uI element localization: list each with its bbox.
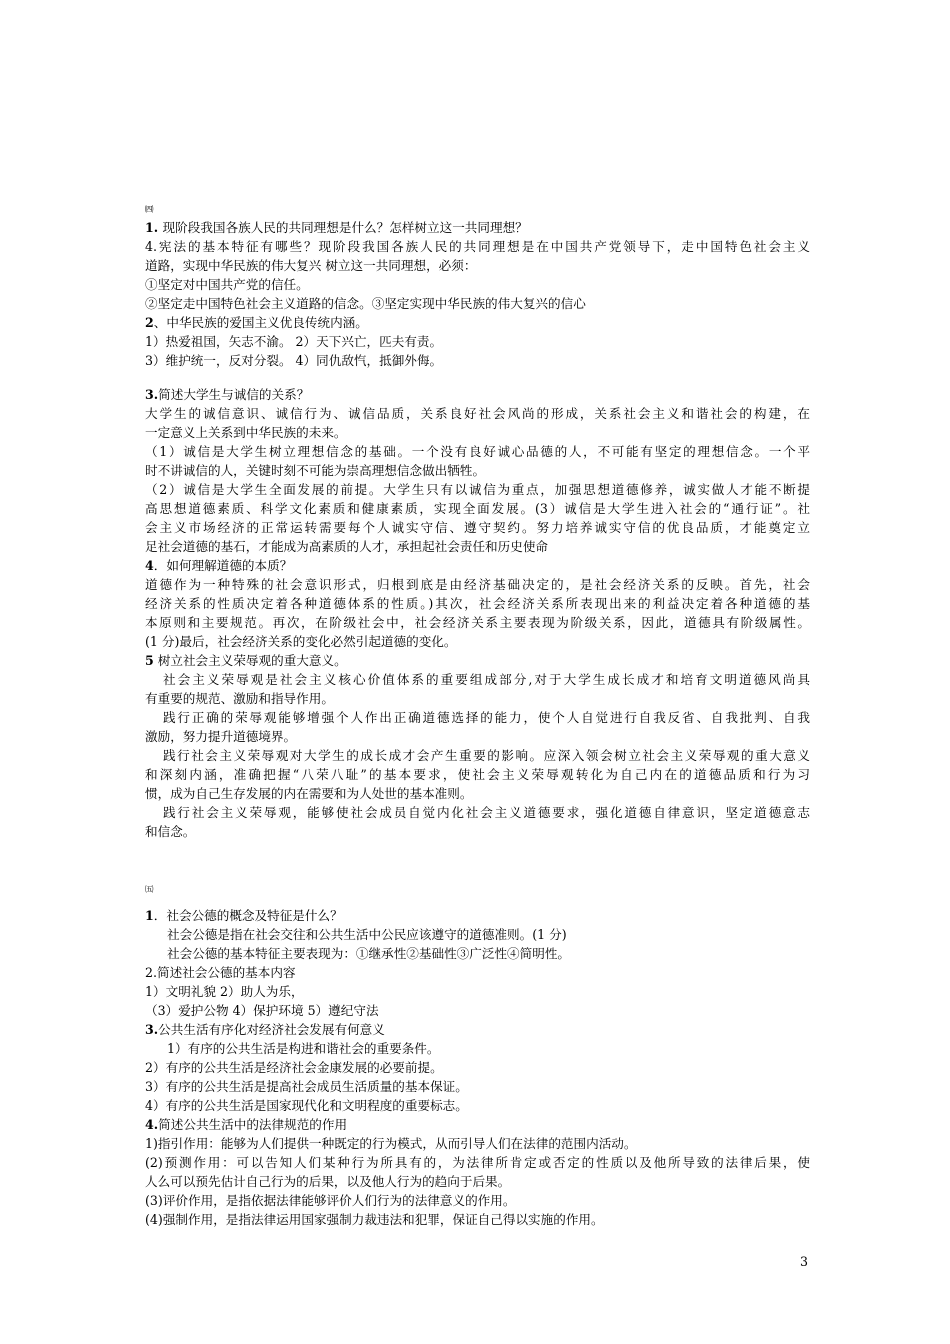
question-text: 简述大学生与诚信的关系？ [158, 387, 310, 402]
answer-line: 有重要的规范、激励和指导作用。 [145, 691, 334, 706]
question-heading [145, 1115, 810, 1134]
answer-line: 1）热爱祖国，矢志不渝。 2）天下兴亡，匹夫有责。 [145, 334, 443, 349]
question-text: 、中华民族的爱国主义优良传统内涵。 [153, 315, 368, 330]
answer-line: 道德作为一种特殊的社会意识形式，归根到底是由经济基础决定的，是社会经济关系的反映。首先，社会 [145, 577, 810, 592]
question-heading [145, 385, 810, 404]
question-number: 1. [145, 220, 163, 235]
question-number: 2 [145, 315, 154, 330]
answer-line: 3）有序的公共生活是提高社会成员生活质量的基本保证。 [145, 1079, 468, 1094]
answer-line: 大学生的诚信意识、诚信行为、诚信品质，关系良好社会风尚的形成，关系社会主义和谐社会的构建，在 [145, 406, 810, 421]
answer-line: (3)评价作用，是指依据法律能够评价人们行为的法律意义的作用。 [145, 1193, 516, 1208]
answer-line: 2）有序的公共生活是经济社会金康发展的必要前提。 [145, 1060, 443, 1075]
question-text: ．社会公德的概念及特征是什么？ [153, 908, 343, 923]
question-heading [145, 651, 810, 670]
question-heading: 2.简述社会公德的基本内容 [145, 965, 296, 980]
answer-line: (4)强制作用，是指法律运用国家强制力裁违法和犯罪，保证自己得以实施的作用。 [145, 1212, 604, 1227]
question-number: 4. [145, 1117, 159, 1132]
question-text: 公共生活有序化对经济社会发展有何意义 [158, 1022, 385, 1037]
answer-line: 4.宪法的基本特征有哪些？现阶段我国各族人民的共同理想是在中国共产党领导下，走中国特色社会主义 [145, 239, 810, 254]
answer-line: 4）有序的公共生活是国家现代化和文明程度的重要标志。 [145, 1098, 468, 1113]
answer-line: 高思想道德素质、科学文化素质和健康素质，实现全面发展。(3）诚信是大学生进入社会的“通行证”。社 [145, 501, 810, 516]
question-heading [145, 556, 810, 575]
question-text: ．如何理解道德的本质？ [153, 558, 293, 573]
answer-line: 足社会道德的基石，才能成为高素质的人才，承担起社会责任和历史使命 [145, 539, 548, 554]
answer-line: 和深刻内涵，准确把握“八荣八耻”的基本要求，使社会主义荣辱观转化为自己内在的道德品质和行为习 [145, 767, 810, 782]
section-marker-5: ㈤ [145, 885, 154, 895]
answer-line: 惯，成为自己生存发展的内在需要和为人处世的基本准则。 [145, 786, 473, 801]
answer-line: 一定意义上关系到中华民族的未来。 [145, 425, 347, 440]
question-text: 简述公共生活中的法律规范的作用 [158, 1117, 348, 1132]
answer-line: （2）诚信是大学生全面发展的前提。大学生只有以诚信为重点，加强思想道德修养，诚实做人才能不断提 [145, 482, 810, 497]
answer-line: 和信念。 [145, 824, 196, 839]
question-text: 树立社会主义荣辱观的重大意义。 [153, 653, 347, 668]
answer-line: 社会公德是指在社会交往和公共生活中公民应该遵守的道德准则。(1 分) [167, 927, 567, 942]
answer-line: 社会公德的基本特征主要表现为：①继承性②基础性③广泛性④简明性。 [167, 946, 570, 961]
answer-line: （1）诚信是大学生树立理想信念的基础。一个没有良好诚心品德的人，不可能有坚定的理想信念。一个平 [145, 444, 810, 459]
page-number: 3 [800, 1254, 809, 1269]
answer-line: 1)指引作用：能够为人们提供一种既定的行为模式，从而引导人们在法律的范围内活动。 [145, 1136, 637, 1151]
answer-line: 践行社会主义荣辱观，能够使社会成员自觉内化社会主义道德要求，强化道德自律意识，坚定道德意志 [163, 805, 810, 820]
answer-line: 3）维护统一，反对分裂。 4）同仇敌忾，抵御外侮。 [145, 353, 443, 368]
answer-line: 经济关系的性质决定着各种道德体系的性质。)其次，社会经济关系所表现出来的利益决定着各种道德的基 [145, 596, 810, 611]
question-heading [145, 313, 810, 332]
answer-line: 道路，实现中华民族的伟大复兴 树立这一共同理想，必须： [145, 258, 477, 273]
answer-line: 1）文明礼貌 2）助人为乐， [145, 984, 304, 999]
answer-line: 激励，努力提升道德境界。 [145, 729, 297, 744]
question-heading [145, 906, 810, 925]
question-text: 现阶段我国各族人民的共同理想是什么？怎样树立这一共同理想？ [162, 220, 528, 235]
answer-line: ①坚定对中国共产党的信任。 [145, 277, 309, 292]
question-number: 1 [145, 908, 154, 923]
answer-line: 时不讲诚信的人，关键时刻不可能为崇高理想信念做出牺牲。 [145, 463, 486, 478]
answer-line: （3）爱护公物 4）保护环境 5）遵纪守法 [145, 1003, 379, 1018]
question-number: 5 [145, 653, 154, 668]
section-marker-4: ㈣ [145, 205, 154, 215]
answer-line: 会主义市场经济的正常运转需要每个人诚实守信、遵守契约。努力培养诚实守信的优良品质，才能奠定立 [145, 520, 810, 535]
answer-line: 1）有序的公共生活是构进和谐社会的重要条件。 [167, 1041, 440, 1056]
question-number: 3. [145, 387, 159, 402]
answer-line: 社会主义荣辱观是社会主义核心价值体系的重要组成部分,对于大学生成长成才和培育文明道德风尚具 [163, 672, 810, 687]
question-heading [145, 218, 810, 237]
answer-line: 人么可以预先估计自己行为的后果，以及他人行为的趋向于后果。 [145, 1174, 511, 1189]
question-number: 4 [145, 558, 154, 573]
answer-line: ②坚定走中国特色社会主义道路的信念。③坚定实现中华民族的伟大复兴的信心 [145, 296, 586, 311]
answer-line: 本原则和主要规范。再次，在阶级社会中，社会经济关系主要表现为阶级关系，因此，道德具有阶级属性。 [145, 615, 810, 630]
question-number: 3. [145, 1022, 159, 1037]
question-heading [145, 1020, 810, 1039]
answer-line: 践行正确的荣辱观能够增强个人作出正确道德选择的能力，使个人自觉进行自我反省、自我批判、自我 [163, 710, 810, 725]
answer-line: (1 分)最后，社会经济关系的变化必然引起道德的变化。 [145, 634, 457, 649]
answer-line: (2)预测作用：可以告知人们某种行为所具有的，为法律所肯定或否定的性质以及他所导致的法律后果，使 [145, 1155, 810, 1170]
answer-line: 践行社会主义荣辱观对大学生的成长成才会产生重要的影响。应深入领会树立社会主义荣辱观的重大意义 [163, 748, 810, 763]
